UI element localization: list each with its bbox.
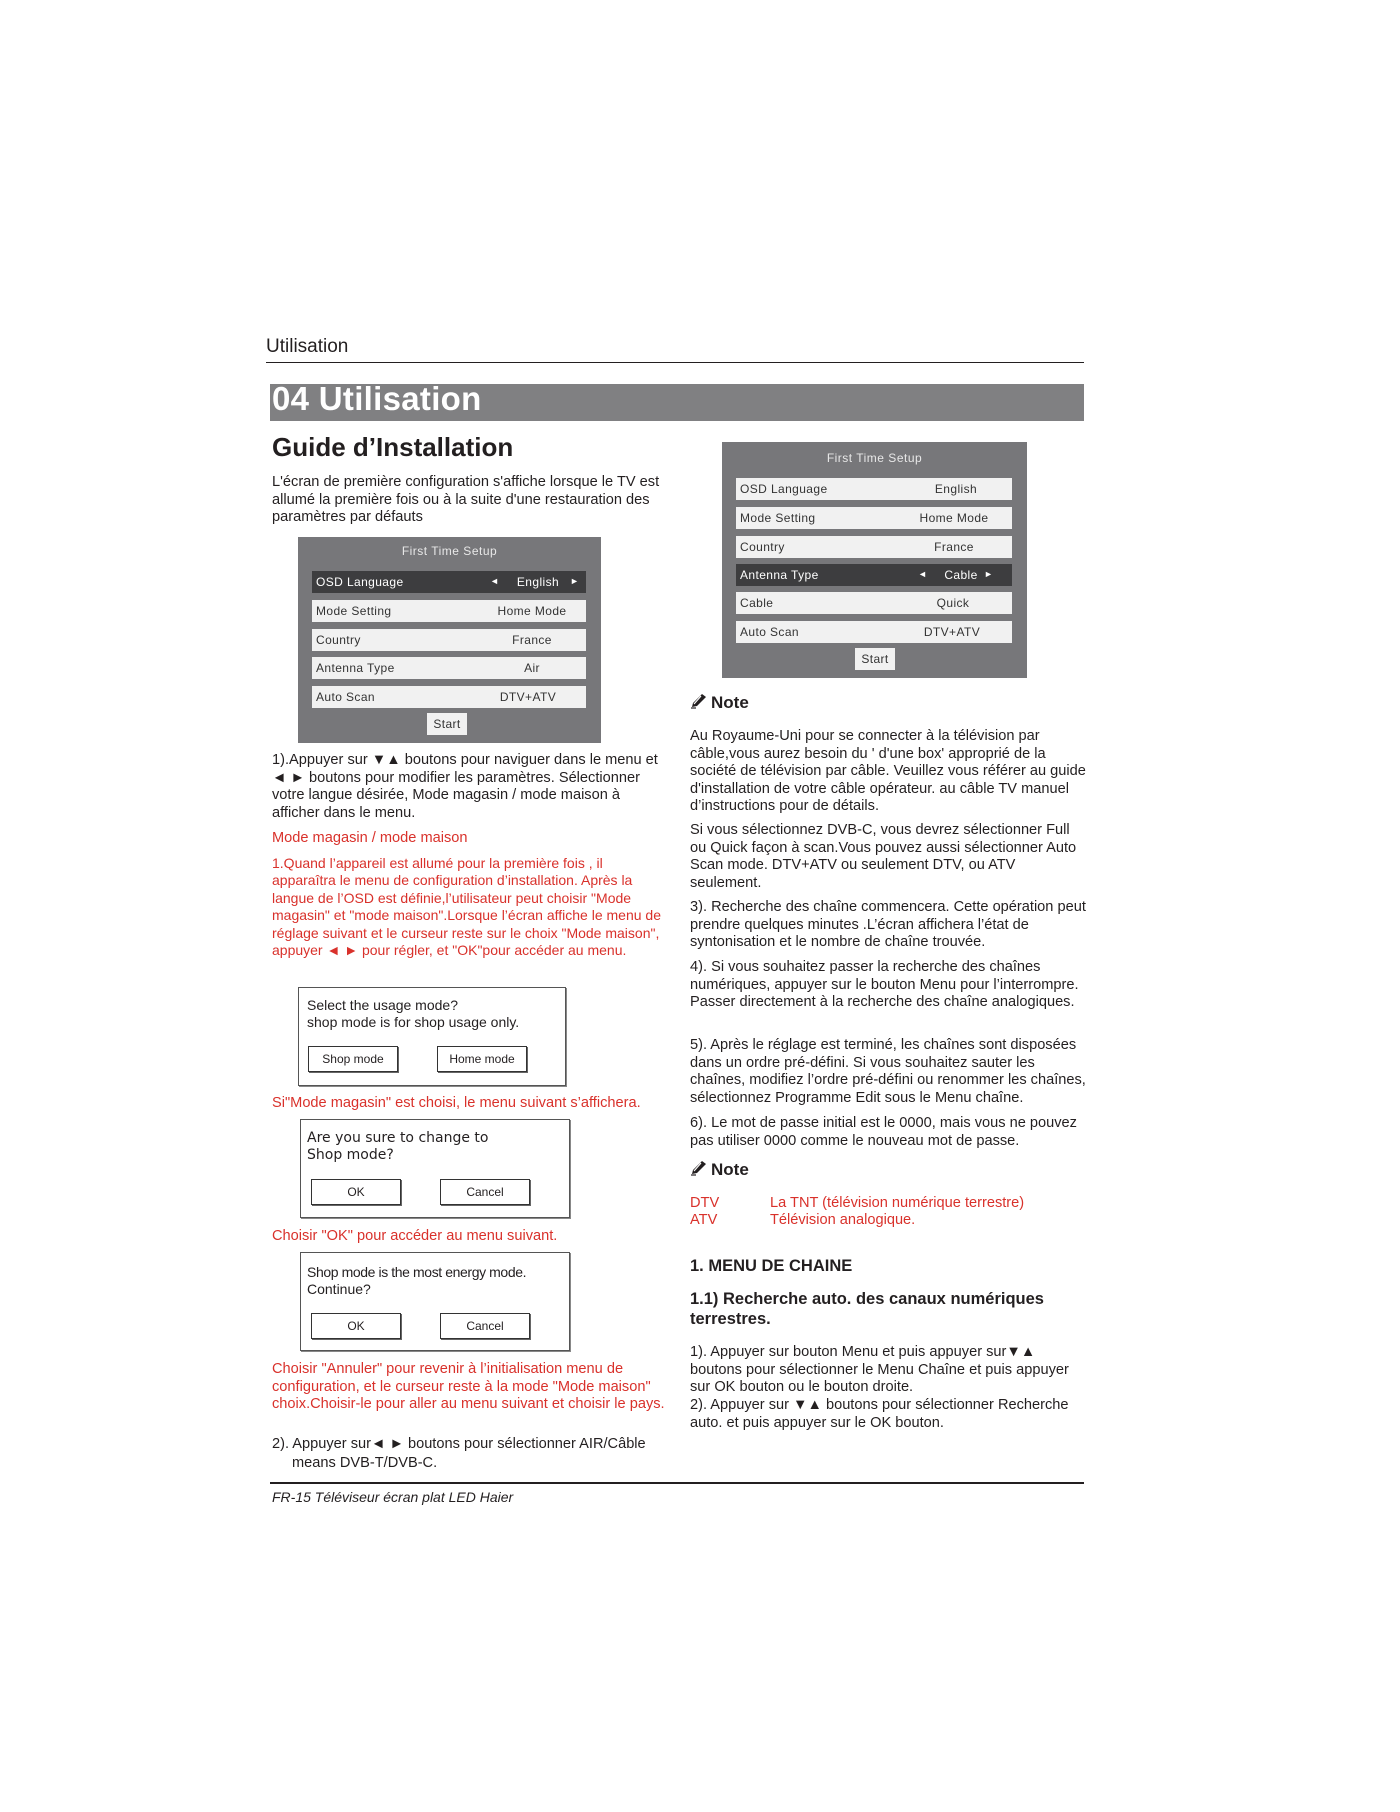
mode-description: 1.Quand l’appareil est allumé pour la première fois , il apparaîtra le menu de configuration d’installation. Après la langue de l’OSD est définie,l’utilisateur peut choisir "Mode magasin" et "mode maison".Lorsque l’écran affiche le menu de réglage suivant et le curseur reste sur le choix "Mode maison", appuyer ◄ ► pour régler, et "OK"pour accéder au menu. [272,855,661,959]
term-abbr-dtv: DTV [690,1195,720,1211]
chapter-title: 04 Utilisation [272,380,482,417]
start-button[interactable]: Start [855,648,895,670]
sub-heading: 1.1) Recherche auto. des canaux numériques terrestres. [690,1290,1044,1328]
step-1-text: 1).Appuyer sur ▼▲ boutons pour naviguer dans le menu et ◄ ► boutons pour modifier les paramètres. Sélectionner votre langue désirée, Mode magasin / mode maison à afficher dans le menu. [272,752,658,821]
menu-step-2: 2). Appuyer sur ▼▲ boutons pour sélectionner Recherche auto. et puis appuyer sur le OK bouton. [690,1397,1069,1431]
setup-row-value: English [516,575,560,589]
footer-text: FR-15 Téléviseur écran plat LED Haier [272,1489,514,1505]
setup-row-label: Mode Setting [316,604,392,618]
footer-rule [270,1482,1084,1484]
setup-row-label: Antenna Type [316,661,395,675]
note-label: Note [711,1160,749,1179]
setup-row-value: Home Mode [497,604,567,618]
note-label: Note [711,693,749,712]
cancel-button[interactable]: Cancel [440,1313,530,1339]
step-2-line-2: means DVB-T/DVB-C. [292,1455,438,1471]
dialog-line-1: Select the usage mode? [307,997,458,1013]
dialog-line-1: Are you sure to change to [307,1130,489,1146]
setup-row-value: Quick [936,596,970,610]
setup-row-value: Air [524,661,540,675]
intro-paragraph: L'écran de première configuration s'affiche lorsque le TV est allumé la première fois ou à la suite d'une restauration des paramètres par défauts [272,474,660,525]
setup-row-label: Country [740,540,785,554]
menu-step-1: 1). Appuyer sur bouton Menu et puis appuyer sur▼▲ boutons pour sélectionner le Menu Chaîne et puis appuyer sur OK bouton ou le bouton droite. [690,1344,1069,1395]
caption-cancel: Choisir "Annuler" pour revenir à l’initialisation menu de configuration, et le curseur reste à la mode "Mode maison" choix.Choisir-le pour aller au menu suivant et choisir le pays. [272,1361,665,1412]
menu-heading: 1. MENU DE CHAINE [690,1257,853,1275]
dialog-line-2: Continue? [307,1281,371,1297]
term-abbr-atv: ATV [690,1212,718,1228]
step-6-text: 6). Le mot de passe initial est le 0000, mais vous ne pouvez pas utiliser 0000 comme le nouveau mot de passe. [690,1115,1077,1149]
setup-row-label: OSD Language [740,482,828,496]
term-meaning-atv: Télévision analogique. [770,1212,916,1228]
setup-row-label: OSD Language [316,575,404,589]
mode-heading: Mode magasin / mode maison [272,830,468,846]
shop-mode-button[interactable]: Shop mode [308,1046,398,1072]
arrow-right-icon[interactable]: ► [984,569,994,579]
setup-row-value: France [934,540,974,554]
setup-row-label: Cable [740,596,774,610]
energy-dialog [300,1252,570,1351]
usage-mode-dialog [298,987,566,1086]
note-1-paragraph-2: Si vous sélectionnez DVB-C, vous devrez sélectionner Full ou Quick façon à scan.Vous pouvez aussi sélectionner Auto Scan mode. DTV+ATV ou seulement DTV, ou ATV seulement. [690,822,1077,891]
confirm-shop-dialog [300,1119,570,1218]
arrow-right-icon[interactable]: ► [570,576,580,586]
note-1-paragraph-1: Au Royaume-Uni pour se connecter à la télévision par câble,vous aurez besoin du ' d'une box' approprié de la société de télévision par câble. Veuillez vous référer au guide d'installation de votre câble opérateur. au câble TV manuel d’instructions pour de détails. [690,728,1086,814]
step-2-line-1: 2). Appuyer sur◄ ► boutons pour sélectionner AIR/Câble [272,1436,646,1452]
setup-row-mode-setting[interactable] [312,600,586,622]
note-heading [690,1160,749,1180]
start-button[interactable]: Start [427,713,467,735]
setup-row-label: Antenna Type [740,568,819,582]
setup-row-antenna-type[interactable] [736,564,1012,586]
setup-row-osd-language[interactable] [736,478,1012,500]
caption-ok: Choisir "OK" pour accéder au menu suivant. [272,1228,558,1244]
setup-row-value: English [934,482,978,496]
setup-panel-title: First Time Setup [826,451,923,465]
setup-row-value: DTV+ATV [923,625,981,639]
dialog-line-2: shop mode is for shop usage only. [307,1014,520,1030]
setup-row-label: Mode Setting [740,511,816,525]
arrow-left-icon[interactable]: ◄ [918,569,928,579]
step-5-text: 5). Après le réglage est terminé, les chaînes sont disposées dans un ordre pré-défini. Si vous souhaitez sauter les chaînes, modifiez l’ordre pré-défini ou renommer les chaînes, sélectionnez Programme Edit sous le Menu chaîne. [690,1037,1086,1106]
step-3-text: 3). Recherche des chaîne commencera. Cette opération peut prendre quelques minutes .L’écran affichera l’état de syntonisation et le nombre de chaîne trouvée. [690,899,1086,950]
note-heading [690,693,749,713]
setup-row-auto-scan[interactable] [736,621,1012,643]
header-rule [266,362,1084,363]
setup-row-value: DTV+ATV [499,690,557,704]
setup-panel-title: First Time Setup [401,544,498,558]
setup-row-label: Auto Scan [740,625,799,639]
ok-button[interactable]: OK [311,1313,401,1339]
setup-row-osd-language[interactable] [312,571,586,593]
setup-row-country[interactable] [312,629,586,651]
home-mode-button[interactable]: Home mode [437,1046,527,1072]
setup-row-value: France [512,633,552,647]
pencil-icon [690,1160,708,1176]
setup-row-label: Country [316,633,361,647]
setup-row-antenna-type[interactable] [312,657,586,679]
term-meaning-dtv: La TNT (télévision numérique terrestre) [770,1195,1025,1211]
dialog-line-2: Shop mode? [307,1147,394,1163]
caption-shop-mode: Si"Mode magasin" est choisi, le menu suivant s’affichera. [272,1095,641,1111]
setup-row-country[interactable] [736,536,1012,558]
setup-row-auto-scan[interactable] [312,686,586,708]
setup-row-value: Home Mode [919,511,989,525]
setup-row-mode-setting[interactable] [736,507,1012,529]
ok-button[interactable]: OK [311,1179,401,1205]
setup-panel-1 [298,537,601,743]
setup-row-label: Auto Scan [316,690,375,704]
setup-row-value: Cable [944,568,978,582]
dialog-line-1: Shop mode is the most energy mode. [307,1264,527,1280]
setup-panel-2 [722,442,1027,678]
section-title: Guide d’Installation [272,432,514,462]
running-header: Utilisation [266,336,349,357]
cancel-button[interactable]: Cancel [440,1179,530,1205]
arrow-left-icon[interactable]: ◄ [490,576,500,586]
pencil-icon [690,693,708,709]
step-4-text: 4). Si vous souhaitez passer la recherche des chaînes numériques, appuyer sur le bouton Menu pour l’interrompre. Passer directement à la recherche des chaîne analogiques. [690,959,1079,1010]
setup-row-cable[interactable] [736,592,1012,614]
